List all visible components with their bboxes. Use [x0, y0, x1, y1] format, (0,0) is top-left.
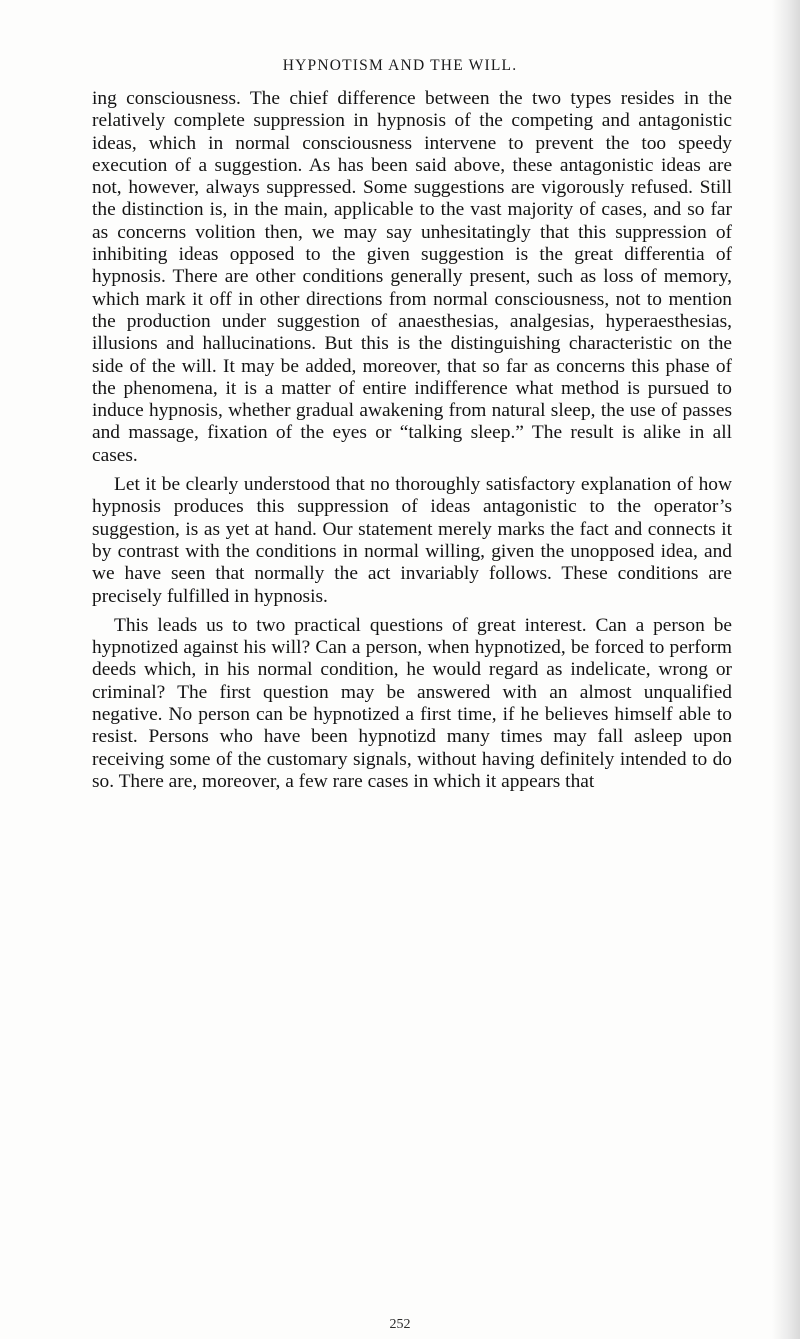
paragraph-1: ing consciousness. The chief difference between the two types resides in the relatively complete suppression in hypnosis of the competing and antagonistic ideas, which in normal consciousness intervene to prevent the too speedy execution of a suggestion. As has been said above, these antagonistic ideas are not, however, always suppressed. Some suggestions are vigorously refused. Still the distinction is, in the main, applicable to the vast majority of cases, and so far as concerns volition then, we may say unhesitatingly that this suppression of inhibiting ideas opposed to the given suggestion is the great differentia of hypnosis. There are other conditions generally present, such as loss of memory, which mark it off in other directions from normal consciousness, not to mention the production under suggestion of anaesthesias, analgesias, hyperaesthesias, illusions and hallucinations. But this is the distinguishing characteristic on the side of the will. It may be added, moreover, that so far as concerns this phase of the phenomena, it is a matter of entire indifference what method is pursued to induce hypnosis, whether gradual awakening from natural sleep, the use of passes and massage, fixation of the eyes or “talking sleep.” The result is alike in all cases.: [92, 88, 732, 466]
page-number: 252: [389, 1317, 411, 1332]
paragraph-3: This leads us to two practical questions of great interest. Can a person be hypnotized against his will? Can a person, when hypnotized, be forced to perform deeds which, in his normal condition, he would regard as indelicate, wrong or criminal? The first question may be answered with an almost unqualified negative. No person can be hypnotized a first time, if he believes himself able to resist. Persons who have been hypnotizd many times may fall asleep upon receiving some of the customary signals, without having definitely intended to do so. There are, moreover, a few rare cases in which it appears that: [92, 614, 732, 792]
paragraph-2: Let it be clearly understood that no thoroughly satisfactory explanation of how hypnosis produces this suppression of ideas antagonistic to the operator’s suggestion, is as yet at hand. Our statement merely marks the fact and connects it by contrast with the conditions in normal willing, given the unopposed idea, and we have seen that normally the act invariably follows. These conditions are precisely fulfilled in hypnosis.: [92, 474, 732, 607]
body-text: [92, 88, 732, 793]
running-head: HYPNOTISM AND THE WILL.: [282, 57, 518, 74]
page-edge-shadow: [772, 0, 800, 1339]
